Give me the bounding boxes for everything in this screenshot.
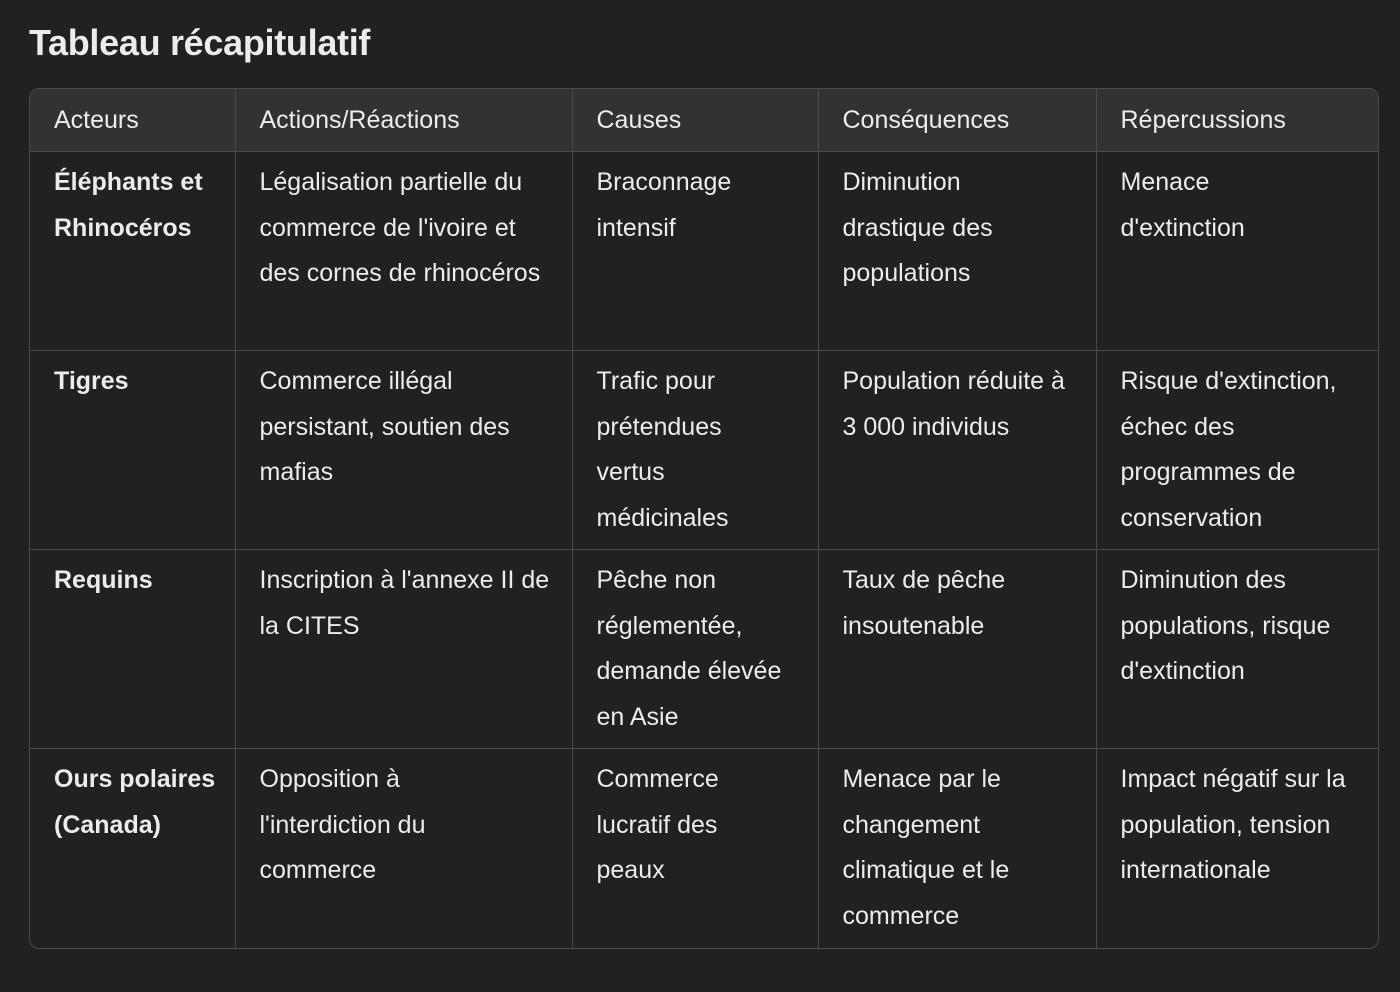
- cell-acteur: Ours polaires (Canada): [30, 749, 235, 948]
- table-row: [30, 749, 1378, 948]
- cell-consequences: Diminution drastique des populations: [818, 152, 1096, 351]
- cell-consequences: Menace par le changement climatique et le commerce: [818, 749, 1096, 948]
- cell-actions: Légalisation partielle du commerce de l'ivoire et des cornes de rhinocéros: [235, 152, 572, 351]
- column-header-acteurs: Acteurs: [30, 89, 235, 152]
- cell-actions: Opposition à l'interdiction du commerce: [235, 749, 572, 948]
- column-header-causes: Causes: [572, 89, 818, 152]
- cell-causes: Trafic pour prétendues vertus médicinales: [572, 351, 818, 550]
- cell-causes: Commerce lucratif des peaux: [572, 749, 818, 948]
- table-row: [30, 550, 1378, 749]
- column-header-actions: Actions/Réactions: [235, 89, 572, 152]
- cell-repercussions: Menace d'extinction: [1096, 152, 1378, 351]
- cell-causes: Braconnage intensif: [572, 152, 818, 351]
- cell-acteur: Requins: [30, 550, 235, 749]
- cell-consequences: Population réduite à 3 000 individus: [818, 351, 1096, 550]
- cell-repercussions: Impact négatif sur la population, tension internationale: [1120, 765, 1346, 885]
- page-title: Tableau récapitulatif: [29, 22, 371, 63]
- table-row: [30, 351, 1378, 550]
- cell-acteur: Éléphants et Rhinocéros: [30, 152, 235, 351]
- cell-repercussions: Diminution des populations, risque d'extinction: [1096, 550, 1378, 749]
- cell-actions: Inscription à l'annexe II de la CITES: [235, 550, 572, 749]
- table-header-row: [30, 89, 1378, 152]
- cell-acteur: Tigres: [30, 351, 235, 550]
- table-row: [30, 152, 1378, 351]
- cell-causes: Pêche non réglementée, demande élevée en Asie: [572, 550, 818, 749]
- cell-actions: Commerce illégal persistant, soutien des mafias: [235, 351, 572, 550]
- cell-consequences: Taux de pêche insoutenable: [818, 550, 1096, 749]
- summary-table: [30, 89, 1378, 948]
- column-header-repercussions: Répercussions: [1096, 89, 1378, 152]
- column-header-consequences: Conséquences: [818, 89, 1096, 152]
- summary-table-container: [29, 88, 1379, 949]
- cell-repercussions: Risque d'extinction, échec des programmes de conservation: [1096, 351, 1378, 550]
